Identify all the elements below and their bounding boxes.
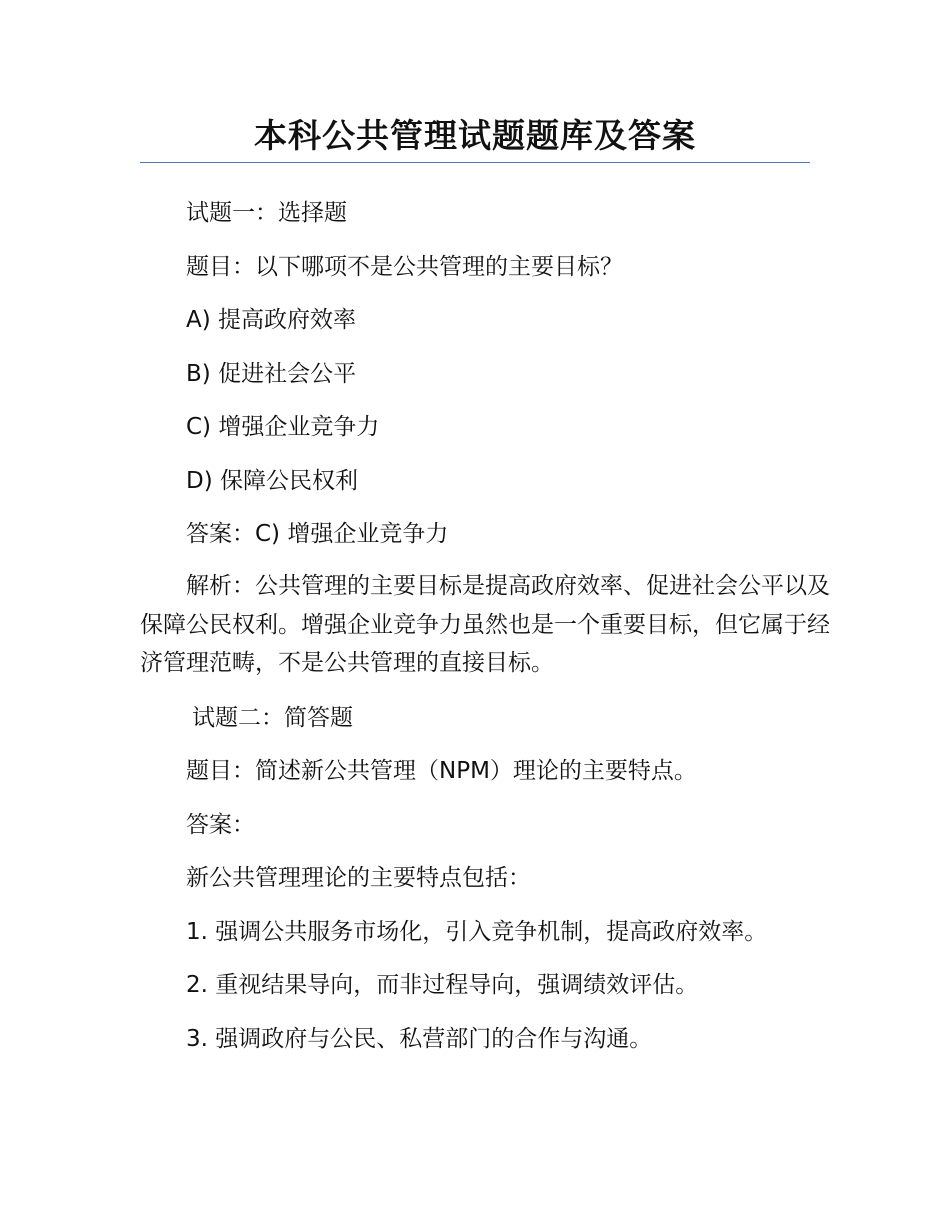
q2-section-heading: 试题二：简答题 — [192, 705, 353, 731]
q2-point-1: 1. 强调公共服务市场化，引入竞争机制，提高政府效率。 — [186, 919, 768, 945]
title-underline — [140, 162, 810, 163]
q1-section-heading: 试题一：选择题 — [186, 200, 347, 226]
q1-option-c: C) 增强企业竞争力 — [186, 414, 380, 440]
q1-analysis: 解析：公共管理的主要目标是提高政府效率、促进社会公平以及保障公民权利。增强企业竞争力虽然也是一个重要目标，但它属于经济管理范畴，不是公共管理的直接目标。 — [140, 573, 830, 676]
document-title: 本科公共管理试题题库及答案 — [254, 116, 696, 155]
q1-question: 题目：以下哪项不是公共管理的主要目标？ — [186, 254, 623, 280]
q2-question: 题目：简述新公共管理（NPM）理论的主要特点。 — [186, 758, 697, 784]
q2-answer-label: 答案： — [186, 812, 255, 838]
q1-option-d: D) 保障公民权利 — [186, 468, 358, 494]
q2-answer-intro: 新公共管理理论的主要特点包括： — [186, 865, 531, 891]
q2-point-2: 2. 重视结果导向，而非过程导向，强调绩效评估。 — [186, 972, 699, 998]
q1-answer: 答案：C) 增强企业竞争力 — [186, 521, 449, 547]
q1-option-a: A) 提高政府效率 — [186, 307, 357, 333]
q1-option-b: B) 促进社会公平 — [186, 361, 357, 387]
q2-point-3: 3. 强调政府与公民、私营部门的合作与沟通。 — [186, 1026, 653, 1052]
